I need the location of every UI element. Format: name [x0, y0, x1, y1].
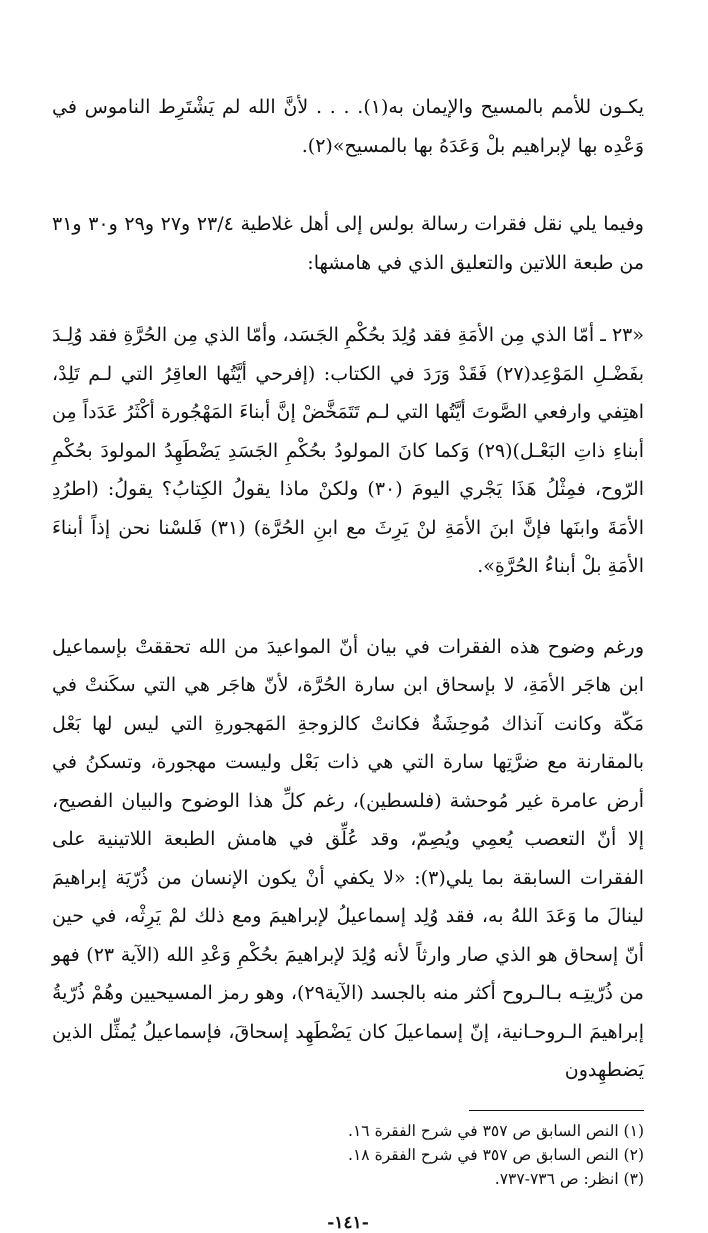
paragraph-galatians-quote: «٢٣ ـ أمّا الذي مِن الأمَةِ فقد وُلِدَ بحُكْمِ الجَسَد، وأمّا الذي مِن الحُرَّةِ فقد وُلِـدَ بفَضْـلِ المَوْعِد(٢٧) فَقَدْ وَرَدَ في الكتاب: (إفرحي أيَّتُها العاقِرُ التي لـم تَلِدْ، اهتِفي وارفعي الصَّوتَ أيَّتُها التي لـم تَتَمَخَّضْ إنَّ أبناءَ المَهْجُورة أكْثَرُ عَدَداً مِن أبناءِ ذاتِ البَعْـل)(٢٩) وَكما كانَ المولودُ بحُكْمِ الجَسَدِ يَضْطَهِدُ المولودَ بحُكْمِ الرّوح، فمِثْلُ هَذَا يَجْري اليومَ (٣٠) ولكنْ ماذا يقولُ الكِتابُ؟ يقولُ: (اطرُدِ الأمَةَ وابنَها فإنَّ ابنَ الأمَةِ لنْ يَرِثَ مع ابنِ الحُرَّة) (٣١) فَلسْنا نحن إذاً أبناءَ الأمَةِ بلْ أبناءُ الحُرَّةِ». — [52, 324, 645, 577]
paragraph-continuation: يكـون للأمم بالمسيح والإيمان به(١). . . . لأنَّ الله لم يَشْتَرِط الناموس في وَعْدِه بها لإبراهيم بلْ وَعَدَهُ بها بالمسيح»(٢). — [52, 96, 644, 157]
book-page — [52, 88, 645, 1233]
footnotes-list — [52, 1119, 644, 1191]
paragraph-intro-galatians: وفيما يلي نقل فقرات رسالة بولس إلى أهل غلاطية ٢٣/٤ و٢٧ و٢٩ و٣٠ و٣١ من طبعة اللاتين والتعليق الذي في هامشها: — [52, 213, 644, 274]
footnote-1: (١) النص السابق ص ٣٥٧ في شرح الفقرة ١٦. — [348, 1121, 644, 1140]
footnote-divider — [469, 1110, 644, 1111]
footnote-2: (٢) النص السابق ص ٣٥٧ في شرح الفقرة ١٨. — [348, 1145, 644, 1164]
paragraph-commentary: ورغم وضوح هذه الفقرات في بيان أنّ المواعيدَ من الله تحققتْ بإسماعيل ابن هاجَر الأمَةِ، لا بإسحاق ابن سارة الحُرَّة، لأنّ هاجَر هي التي سكَنتْ في مَكّة وكانت آنذاك مُوحِشَةٌ فكانتْ كالزوجةِ المَهجورةِ التي ليس لها بَعْل بالمقارنة مع ضرَّتِها سارة التي هي ذات بَعْل وليست مهجورة، وتسكنُ في أرض عامرة غير مُوحشة (فلسطين)، رغم كلِّ هذا الوضوح والبيان الفصيح، إلا أنّ التعصب يُعمِي ويُصِمّ، وقد عُلِّق في هامش الطبعة اللاتينية على الفقرات السابقة بما يلي(٣): «لا يكفي أنْ يكون الإنسان من ذُرّيَة إبراهيمَ لينالَ ما وَعَدَ اللهُ به، فقد وُلِد إسماعيلُ لإبراهيمَ ومع ذلك لمْ يَرِثْه، في حين أنّ إسحاق هو الذي صار وارثاً لأنه وُلِدَ لإبراهيمَ بحُكْمِ وَعْدِ الله (الآية ٢٣) فهو من ذُرّيتِـه بـالـروح أكثر منه بالجسد (الآية٢٩)، وهو رمز المسيحيين وهُمْ ذُرّيةُ إبراهيمَ الـروحـانية، إنّ إسماعيلَ كان يَضْطَهِد إسحاقَ، فإسماعيلُ يُمثِّل الذين يَضطهِدون — [52, 635, 645, 1081]
footnote-3: (٣) انظر: ص ٧٣٦-٧٣٧. — [494, 1169, 644, 1188]
page-number: -١٤١- — [327, 1212, 369, 1233]
